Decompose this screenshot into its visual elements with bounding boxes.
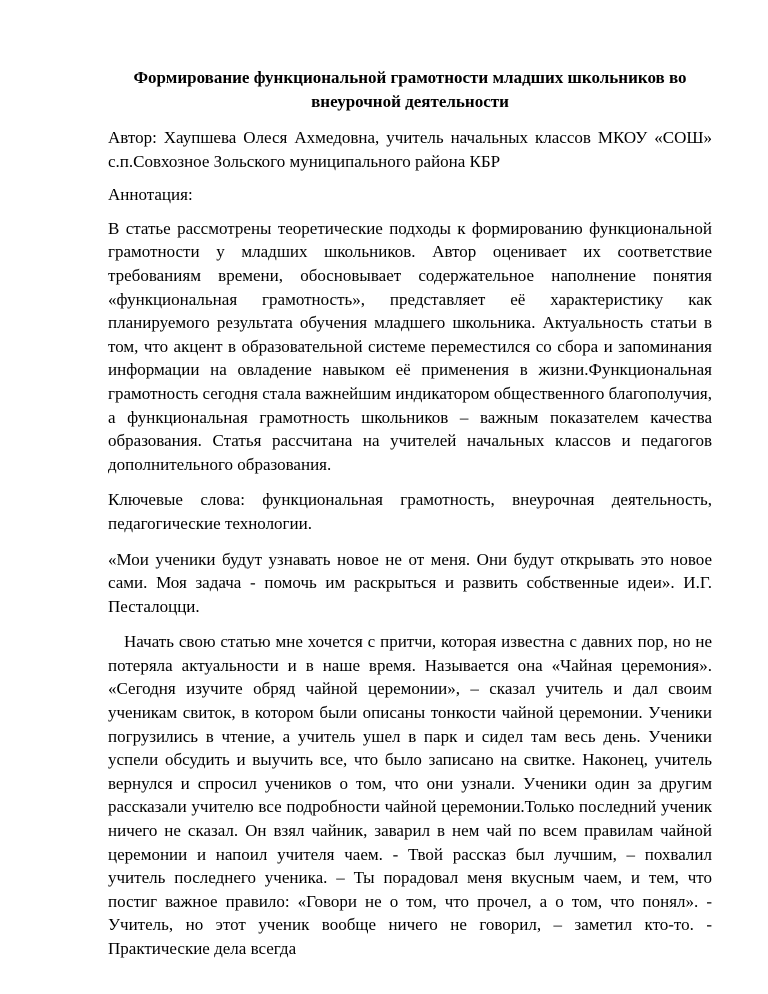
body-paragraph: Начать свою статью мне хочется с притчи, которая известна с давних пор, но не потеряла актуальности и в наше время. Называется она «Чайная церемония». «Сегодня изучите обряд чайной церемонии», – сказал учитель и дал своим ученикам свиток, в котором были описаны тонкости чайной церемонии. Ученики погрузились в чтение, а учитель ушел в парк и сидел там весь день. Ученики успели обсудить и выучить все, что было записано на свитке. Наконец, учитель вернулся и спросил учеников о том, что они узнали. Ученики один за другим рассказали учителю все подробности чайной церемонии.Только последний ученик ничего не сказал. Он взял чайник, заварил в нем чай по всем правилам чайной церемонии и напоил учителя чаем. - Твой рассказ был лучшим, – похвалил учитель последнего ученика. – Ты порадовал меня вкусным чаем, и тем, что постиг важное правило: «Говори не о том, что прочел, а о том, что понял». - Учитель, но этот ученик вообще ничего не говорил, – заметил кто-то. - Практические дела всегда [108, 632, 712, 958]
keywords: Ключевые слова: функциональная грамотность, внеурочная деятельность, педагогические технологии. [108, 490, 712, 533]
document-title [108, 66, 712, 114]
title-line-1: Формирование функциональной грамотности младших школьников во [133, 68, 687, 87]
annotation-heading: Аннотация: [108, 185, 193, 205]
annotation-text: В статье рассмотрены теоретические подходы к формированию функциональной грамотности у младших школьников. Автор оценивает их соответствие требованиям времени, обосновывает содержательное наполнение понятия «функциональная грамотность», представляет её характеристику как планируемого результата обучения младшего школьника. Актуальность статьи в том, что акцент в образовательной системе переместился со сбора и запоминания информации на овладение навыком её применения в жизни.Функциональная грамотность сегодня стала важнейшим индикатором общественного благополучия, а функциональная грамотность школьников – важным показателем качества образования. Статья рассчитана на учителей начальных классов и педагогов дополнительного образования. [108, 218, 712, 474]
title-line-2: внеурочной деятельности [311, 92, 509, 111]
author-info: Автор: Хаупшева Олеся Ахмедовна, учитель начальных классов МКОУ «СОШ» с.п.Совхозное Зольского муниципального района КБР [108, 128, 712, 171]
epigraph: «Мои ученики будут узнавать новое не от меня. Они будут открывать это новое сами. Моя задача - помочь им раскрыться и развить собственные идеи». И.Г. Песталоцци. [108, 549, 712, 616]
